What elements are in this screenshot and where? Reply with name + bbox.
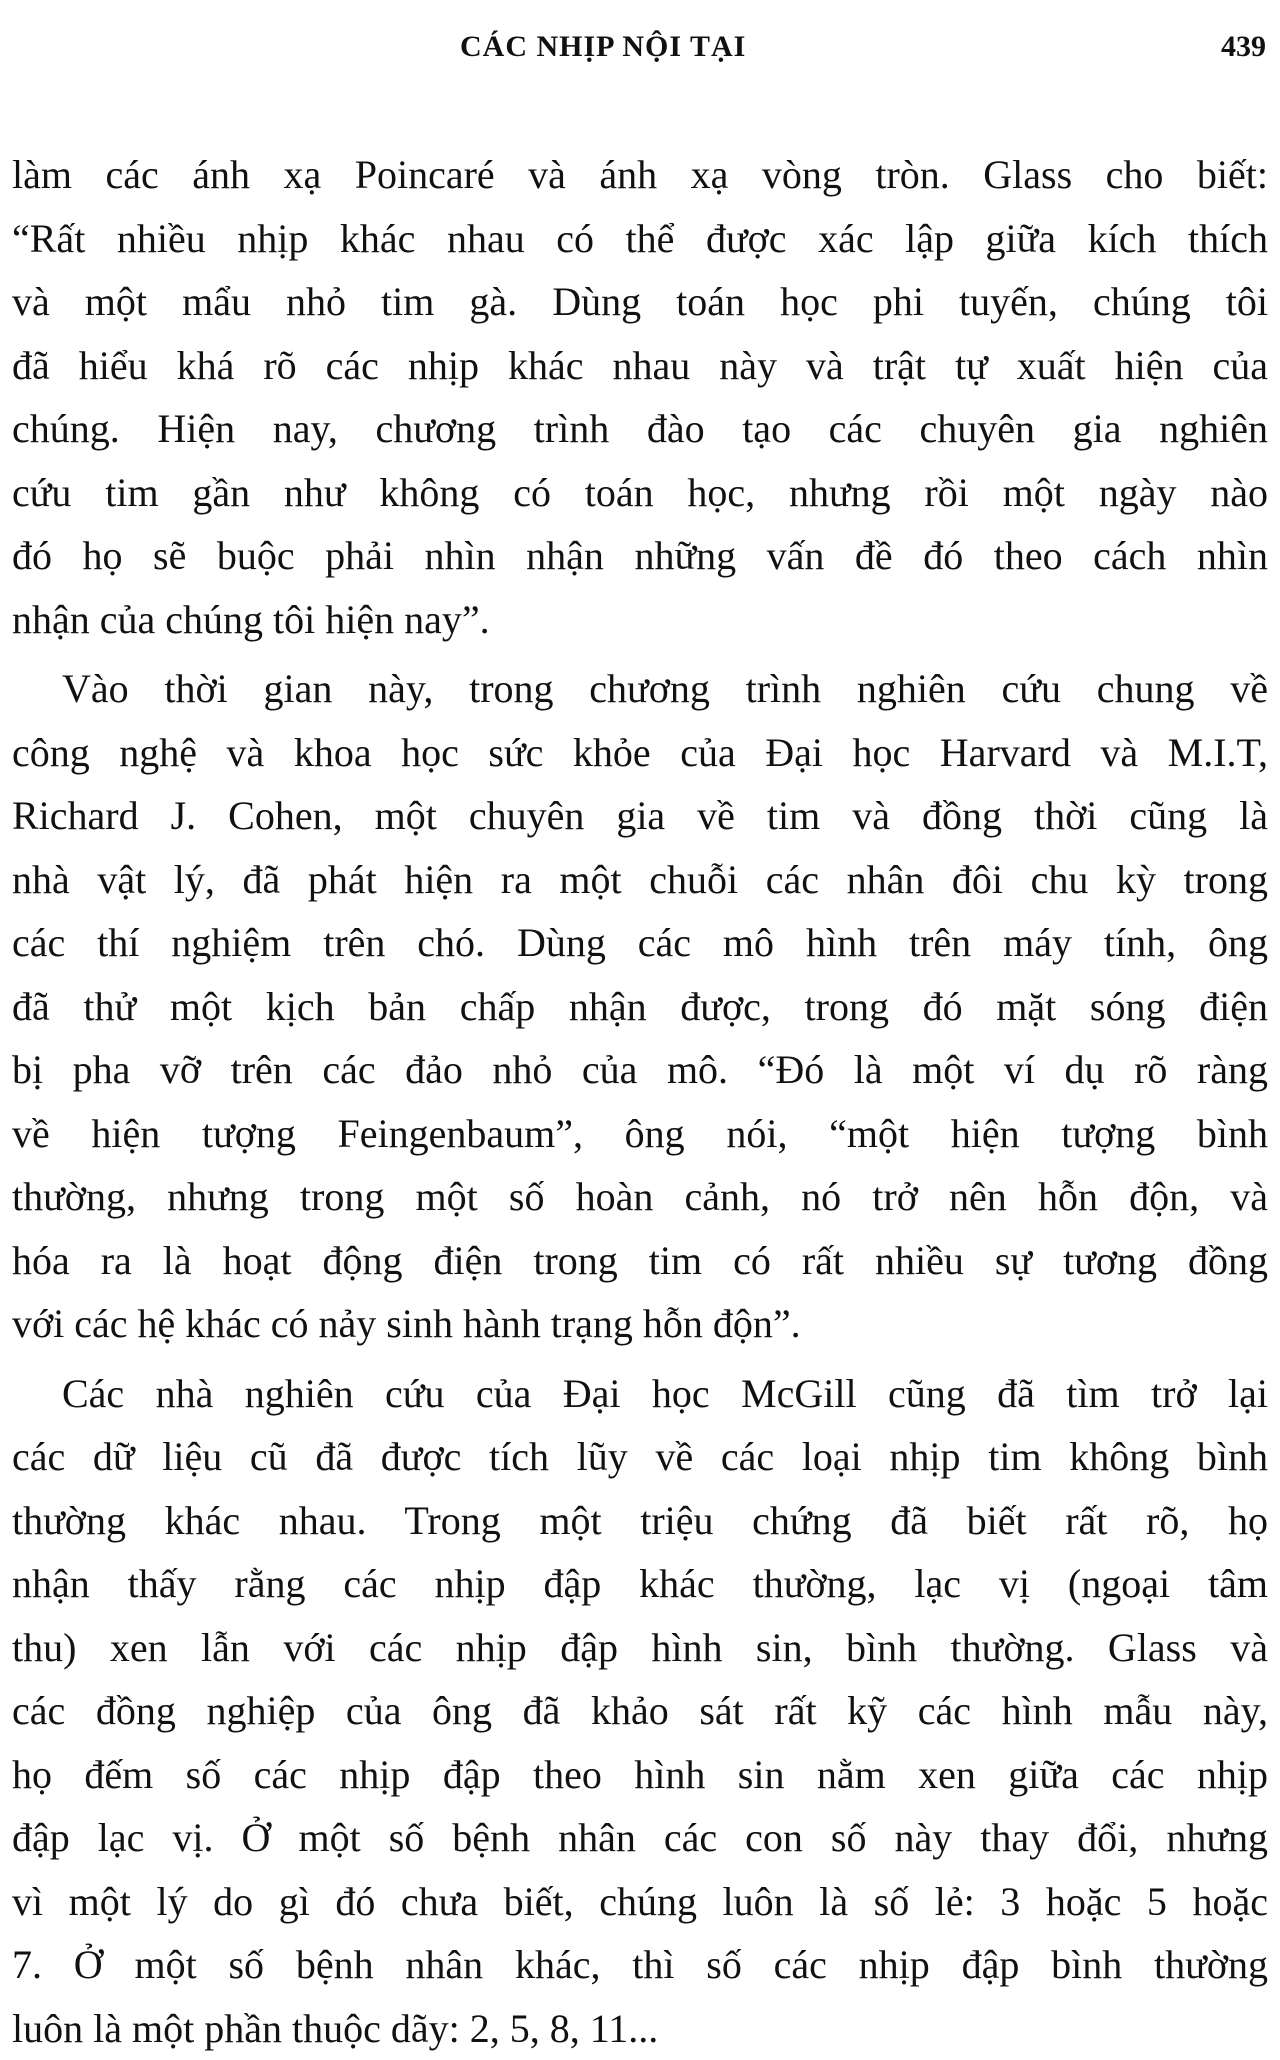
text-line: đã hiểu khá rõ các nhịp khác nhau này và trật tự xuất hiện của <box>12 334 1268 398</box>
text-line: nhận của chúng tôi hiện nay”. <box>12 588 1268 652</box>
text-line: đập lạc vị. Ở một số bệnh nhân các con số này thay đổi, nhưng <box>12 1806 1268 1870</box>
text-line: chúng. Hiện nay, chương trình đào tạo các chuyên gia nghiên <box>12 397 1268 461</box>
text-line: nhận thấy rằng các nhịp đập khác thường, lạc vị (ngoại tâm <box>12 1552 1268 1616</box>
text-line: các dữ liệu cũ đã được tích lũy về các loại nhịp tim không bình <box>12 1425 1268 1489</box>
text-line: bị pha vỡ trên các đảo nhỏ của mô. “Đó là một ví dụ rõ ràng <box>12 1038 1268 1102</box>
text-line: về hiện tượng Feingenbaum”, ông nói, “một hiện tượng bình <box>12 1102 1268 1166</box>
text-line: Richard J. Cohen, một chuyên gia về tim và đồng thời cũng là <box>12 784 1268 848</box>
text-line: họ đếm số các nhịp đập theo hình sin nằm xen giữa các nhịp <box>12 1743 1268 1807</box>
text-line: 7. Ở một số bệnh nhân khác, thì số các nhịp đập bình thường <box>12 1933 1268 1997</box>
text-line: công nghệ và khoa học sức khỏe của Đại học Harvard và M.I.T, <box>12 721 1268 785</box>
text-line: đó họ sẽ buộc phải nhìn nhận những vấn đề đó theo cách nhìn <box>12 524 1268 588</box>
text-line: luôn là một phần thuộc dãy: 2, 5, 8, 11... <box>12 1997 1268 2060</box>
running-title: CÁC NHỊP NỘI TẠI <box>460 30 746 64</box>
paragraph-1 <box>12 143 1268 651</box>
paragraph-2 <box>12 657 1268 1356</box>
paragraph-3 <box>12 1362 1268 2060</box>
text-line: cứu tim gần như không có toán học, nhưng rồi một ngày nào <box>12 461 1268 525</box>
text-line: hóa ra là hoạt động điện trong tim có rất nhiều sự tương đồng <box>12 1229 1268 1293</box>
text-line: làm các ánh xạ Poincaré và ánh xạ vòng tròn. Glass cho biết: <box>12 143 1268 207</box>
page-number: 439 <box>1221 30 1266 64</box>
text-line: và một mẩu nhỏ tim gà. Dùng toán học phi tuyến, chúng tôi <box>12 270 1268 334</box>
text-line: thường khác nhau. Trong một triệu chứng đã biết rất rõ, họ <box>12 1489 1268 1553</box>
text-line: vì một lý do gì đó chưa biết, chúng luôn là số lẻ: 3 hoặc 5 hoặc <box>12 1870 1268 1934</box>
text-line: với các hệ khác có nảy sinh hành trạng hỗn độn”. <box>12 1292 1268 1356</box>
text-line: các thí nghiệm trên chó. Dùng các mô hình trên máy tính, ông <box>12 911 1268 975</box>
text-line: nhà vật lý, đã phát hiện ra một chuỗi các nhân đôi chu kỳ trong <box>12 848 1268 912</box>
running-head <box>0 30 1280 70</box>
text-line: đã thử một kịch bản chấp nhận được, trong đó mặt sóng điện <box>12 975 1268 1039</box>
text-line: “Rất nhiều nhịp khác nhau có thể được xác lập giữa kích thích <box>12 207 1268 271</box>
text-line: thu) xen lẫn với các nhịp đập hình sin, bình thường. Glass và <box>12 1616 1268 1680</box>
body-text <box>12 143 1268 2060</box>
text-line: các đồng nghiệp của ông đã khảo sát rất kỹ các hình mẫu này, <box>12 1679 1268 1743</box>
text-line: Các nhà nghiên cứu của Đại học McGill cũng đã tìm trở lại <box>12 1362 1268 1426</box>
text-line: thường, nhưng trong một số hoàn cảnh, nó trở nên hỗn độn, và <box>12 1165 1268 1229</box>
text-line: Vào thời gian này, trong chương trình nghiên cứu chung về <box>12 657 1268 721</box>
